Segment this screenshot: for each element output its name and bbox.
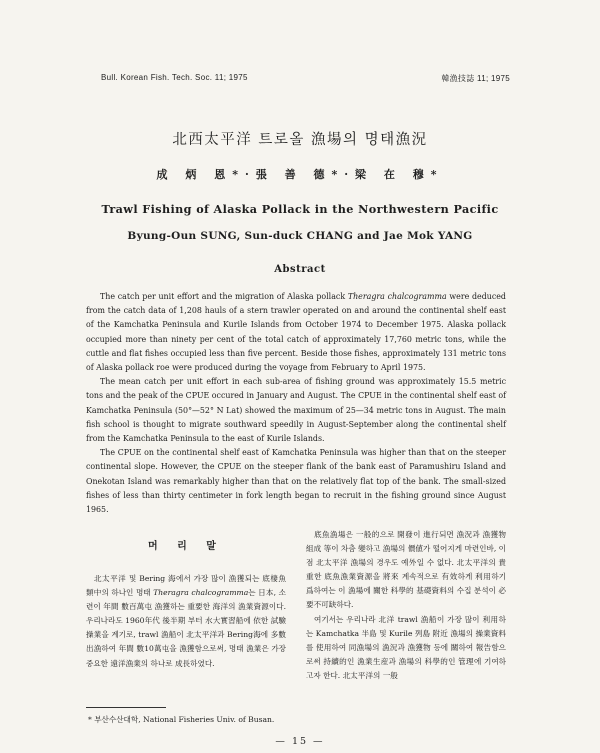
english-authors: Byung-Oun SUNG, Sun-duck CHANG and Jae Mok YANG [127, 230, 473, 242]
right-paragraph-2: 여기서는 우리나라 北洋 trawl 漁船이 가장 많이 利用하는 Kamchatka 半島 및 Kurile 列島 附近 漁場의 操業資料를 使用하여 同漁場의 漁況과 漁獲物 등에 關하여 報告함으로써 持續的인 漁業生産과 漁場의 科學的인 管理에 기여하고자 한다. 北太平洋의 一般 [306, 614, 506, 680]
species-name: Theragra chalcogramma [153, 588, 249, 598]
left-column [86, 537, 286, 671]
section-heading: 머 리 말 [148, 541, 224, 552]
abstract-body [86, 290, 506, 517]
running-header-left: Bull. Korean Fish. Tech. Soc. 11; 1975 [101, 73, 248, 82]
right-column [306, 528, 506, 683]
footnote: * 부산수산대학, National Fisheries Univ. of Busan. [88, 715, 275, 724]
footnote-rule [86, 707, 166, 708]
right-paragraph-1: 底魚漁場은 一般的으로 開發이 進行되면 漁況과 漁獲物組成 等이 차츰 變하고 漁場의 價値가 떨어지게 마련인바, 이점 北太平洋 漁場의 경우도 예外일 수 없다. 北太平洋의 貴重한 底魚漁業資源을 將來 계속적으로 有效하게 利用하기 爲하여는 이 漁場에 關한 科學的 基礎資料의 수집 분석이 必要不可缺하다. [306, 530, 506, 610]
abstract-paragraph-1: The catch per unit effort and the migration of Alaska pollack Theragra chalcogramma were deduced from the catch data of 1,208 hauls of a stern trawler operated on and around the continental shelf east of the Kamchatka Peninsula and Kurile Islands from October 1974 to December 1975. Alaska pollack occupied more than ninety per cent of the total catch of approximately 17,760 metric tons, while the cuttle and flat fishes occupied less than five percent. Beside those fishes, approximately 131 metric tons of Alaska pollack roe were produced during the voyage from February to April 1975. [86, 292, 506, 373]
korean-title: 北西太平洋 트로올 漁場의 명태漁況 [172, 132, 428, 148]
page-number: — 15 — [275, 736, 325, 747]
abstract-paragraph-2: The mean catch per unit effort in each sub-area of fishing ground was approximately 15.5 metric tons and the peak of the CPUE occured in January and August. The CPUE in the continental shelf east of Kamchatka Peninsula (50°—52° N Lat) showed the maximum of 25—34 metric tons in August. The main fish school is thought to migrate southward speedily in August-September along the continental shelf from the Kamchatka Peninsula to the east of Kurile Islands. [86, 377, 506, 444]
english-title: Trawl Fishing of Alaska Pollack in the Northwestern Pacific [101, 202, 499, 216]
species-name: Theragra chalcogramma [347, 292, 447, 301]
left-paragraph-1: 北太平洋 및 Bering 海에서 가장 많이 漁獲되는 底棲魚類中의 하나인 명태 Theragra chalcogramma는 日本, 소련이 年間 數百萬屯 漁獲하는 重要한 海洋의 漁業資源이다. 우리나라도 1960年代 後半期 부터 水大實習船에 依한 試驗操業을 계기로, trawl 漁船이 北太平洋과 Bering海에 多數 出漁하여 年間 數10萬屯을 漁獲함으로써, 명태 漁業은 가장 중요한 遠洋漁業의 하나로 成長하였다. [86, 574, 286, 668]
korean-authors: 成 炳 恩*·張 善 德*·梁 在 穆* [156, 168, 444, 181]
abstract-heading: Abstract [274, 264, 326, 275]
running-header-right: 韓漁技誌 11; 1975 [441, 74, 510, 83]
abstract-paragraph-3: The CPUE on the continental shelf east of Kamchatka Peninsula was higher than that on the steeper continental slope. However, the CPUE on the steeper flank of the bank east of Paramushiru Island and Onekotan Island was remarkably higher than that on the relatively flat top of the bank. The small-sized fishes of less than thirty centimeter in fork length began to recruit in the fishing ground since August 1965. [86, 448, 506, 515]
